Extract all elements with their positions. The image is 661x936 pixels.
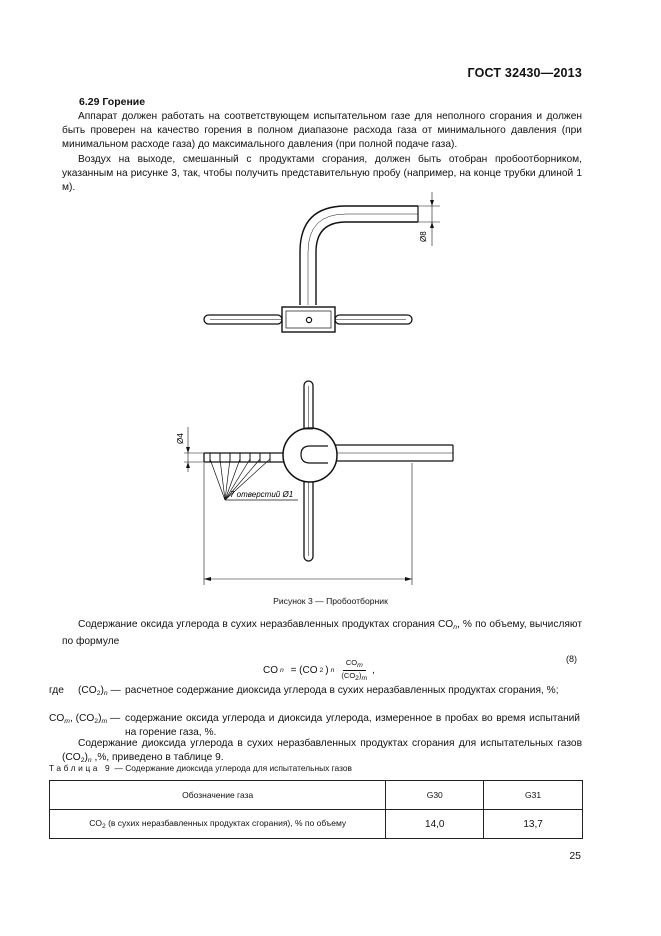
table-header-g30: G30	[386, 781, 484, 810]
table-row-label: $CO_2$ (в сухих неразбавленных продуктах сгорания), % по объему	[50, 810, 386, 839]
table-title: Таблица 9 — Содержание диоксида углерода для испытательных газов	[49, 763, 352, 773]
formula-number: (8)	[566, 654, 577, 664]
figure-caption: Рисунок 3 — Пробоотборник	[273, 596, 388, 606]
probe-tube-outer	[300, 206, 418, 305]
dim-top-label: Ø8	[419, 231, 428, 242]
table-9	[49, 780, 583, 839]
formula-fraction: $\frac{\text{COm}}{(CO2)m}$	[341, 658, 368, 682]
paragraph-2: Воздух на выходе, смешанный с продуктами сгорания, должен быть отобран пробоотборником, указанным на рисунке 3, так, чтобы получить представительную пробу (например, на конце трубки длиной 1 м).	[62, 154, 582, 194]
table-value-g31: 13,7	[484, 810, 583, 839]
paragraph-1: Аппарат должен работать на соответствующем испытательном газе для неполного сгорания и должен быть проверен на качество горения в полном диапазоне расхода газа от минимального давления (при минимальном расходе газа) до максимального давления (при полной подаче газа).	[62, 111, 582, 151]
table-value-g30: 14,0	[386, 810, 484, 839]
table-row	[50, 810, 583, 839]
paragraph-3: Содержание оксида углерода в сухих неразбавленных продуктах сгорания $CO_n$, % по объему, вычисляют по формуле	[62, 619, 582, 648]
probe-holes	[210, 453, 270, 462]
document-code: ГОСТ 32430—2013	[467, 66, 582, 80]
page-number: 25	[569, 850, 581, 862]
paragraph-4: Содержание диоксида углерода в сухих неразбавленных продуктах сгорания для испытательных газов $(CO_2)_n$ ,%, приведено в таблице 9.	[62, 738, 582, 765]
table-header-gas: Обозначение газа	[50, 781, 386, 810]
holes-label: 7 отверстий Ø1	[230, 490, 294, 499]
dim-left-label: Ø4	[176, 433, 185, 444]
table-header-row	[50, 781, 583, 810]
table-header-g31: G31	[484, 781, 583, 810]
section-title: 6.29 Горение	[79, 96, 146, 108]
formula-8: CO n = (CO 2 ) n $\frac{\text{COm}}{(CO2)m}$ , (8)	[263, 654, 577, 682]
probe-tube-inner	[316, 222, 418, 305]
